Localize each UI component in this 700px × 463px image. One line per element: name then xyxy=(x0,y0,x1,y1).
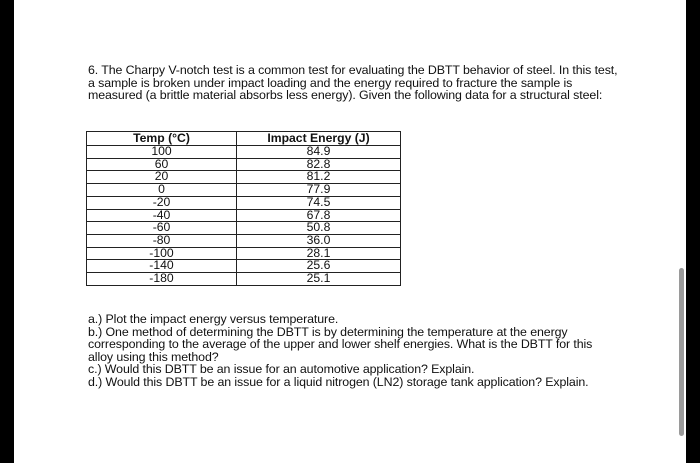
energy-cell: 28.1 xyxy=(237,247,401,260)
energy-cell: 36.0 xyxy=(237,234,401,247)
part-b: b.) One method of determining the DBTT is by determining the temperature at the energy corresponding to the average of the upper and lower shelf energies. What is the DBTT for this alloy using this method? xyxy=(88,324,593,364)
table-row xyxy=(87,196,401,209)
part-a: a.) Plot the impact energy versus temperature. xyxy=(88,312,339,326)
table-row xyxy=(87,146,401,159)
energy-cell: 82.8 xyxy=(237,158,401,171)
energy-cell: 74.5 xyxy=(237,196,401,209)
temp-cell: -180 xyxy=(87,273,237,286)
table-row xyxy=(87,171,401,184)
table-row xyxy=(87,158,401,171)
temp-cell: 100 xyxy=(87,146,237,159)
energy-cell: 67.8 xyxy=(237,209,401,222)
energy-cell: 50.8 xyxy=(237,222,401,235)
energy-cell: 84.9 xyxy=(237,146,401,159)
temp-cell: 20 xyxy=(87,171,237,184)
question-text: 6. The Charpy V-notch test is a common test for evaluating the DBTT behavior of steel. In this test, a sample is broken under impact loading and the energy required to fracture the sample is measured (a brittle material absorbs less energy). Given the following data for a structural steel: xyxy=(88,63,618,103)
table-row xyxy=(87,209,401,222)
temp-cell: -100 xyxy=(87,247,237,260)
data-table xyxy=(86,131,401,286)
scrollbar-thumb[interactable] xyxy=(679,268,684,436)
table-header-row xyxy=(87,132,401,146)
left-black-border xyxy=(0,0,14,463)
temp-cell: 0 xyxy=(87,184,237,197)
right-black-border xyxy=(686,0,700,463)
part-c: c.) Would this DBTT be an issue for an automotive application? Explain. xyxy=(88,362,475,377)
energy-cell: 77.9 xyxy=(237,184,401,197)
temp-cell: -60 xyxy=(87,222,237,235)
table-row xyxy=(87,247,401,260)
temp-cell: -40 xyxy=(87,209,237,222)
part-d: d.) Would this DBTT be an issue for a liquid nitrogen (LN2) storage tank application? Explain. xyxy=(88,374,589,389)
temp-cell: -20 xyxy=(87,196,237,209)
table-row xyxy=(87,184,401,197)
table-row xyxy=(87,234,401,247)
temp-cell: -80 xyxy=(87,234,237,247)
energy-cell: 25.1 xyxy=(237,273,401,286)
header-impact-energy: Impact Energy (J) xyxy=(237,132,401,146)
energy-cell: 81.2 xyxy=(237,171,401,184)
header-temp: Temp (°C) xyxy=(87,132,237,146)
energy-cell: 25.6 xyxy=(237,260,401,273)
temp-cell: 60 xyxy=(87,158,237,171)
table-row xyxy=(87,273,401,286)
table-row xyxy=(87,222,401,235)
question-block xyxy=(88,64,618,102)
question-parts xyxy=(88,313,618,389)
temp-cell: -140 xyxy=(87,260,237,273)
table-row xyxy=(87,260,401,273)
